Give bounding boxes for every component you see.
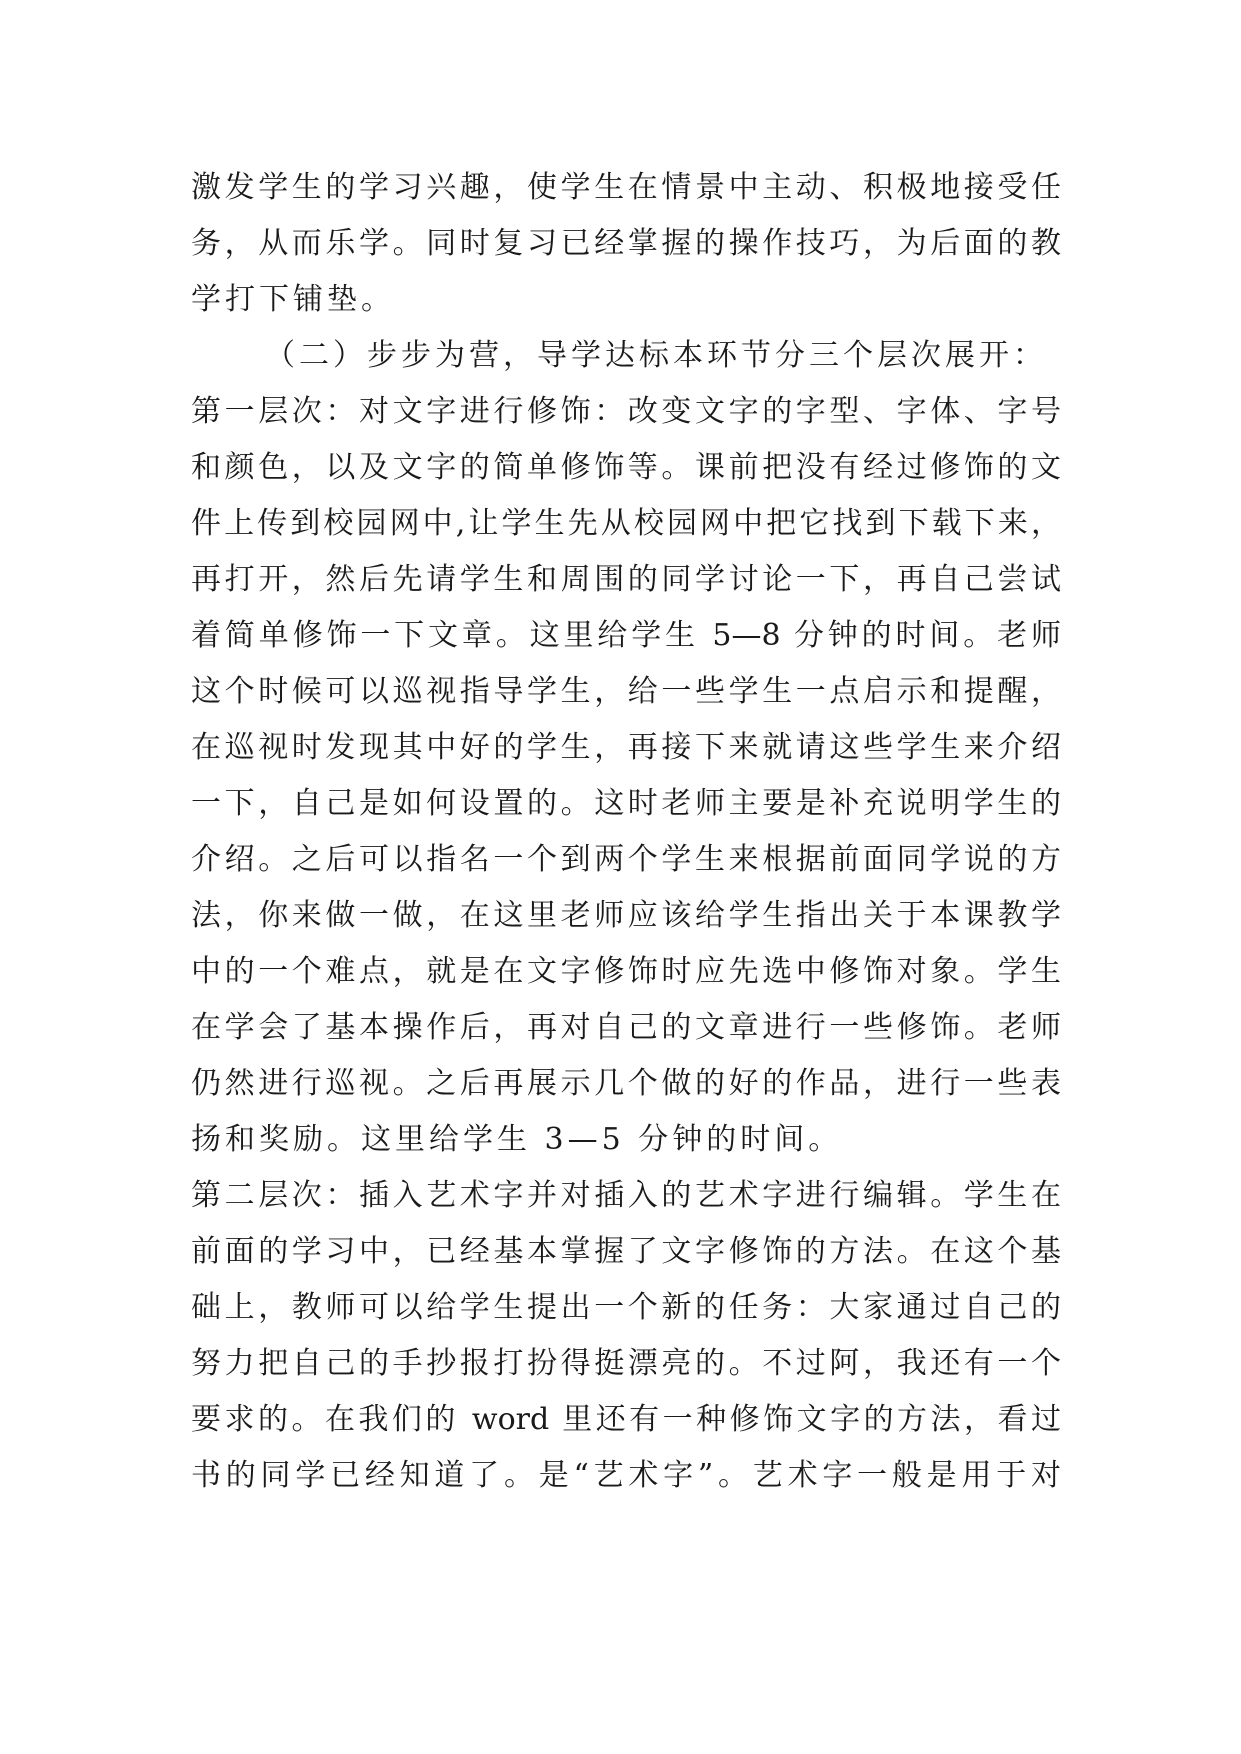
text-line: 介绍。之后可以指名一个到两个学生来根据前面同学说的方 xyxy=(191,842,1061,877)
text-line: 这个时候可以巡视指导学生，给一些学生一点启示和提醒， xyxy=(191,674,1061,709)
text-line: 第二层次：插入艺术字并对插入的艺术字进行编辑。学生在 xyxy=(191,1178,1061,1213)
text-line: 要求的。在我们的 word 里还有一种修饰文字的方法，看过 xyxy=(191,1402,1061,1437)
text-line: 础上，教师可以给学生提出一个新的任务：大家通过自己的 xyxy=(191,1290,1061,1325)
text-line: 件上传到校园网中,让学生先从校园网中把它找到下载下来， xyxy=(191,506,1061,541)
text-line: 扬和奖励。这里给学生 3—5 分钟的时间。 xyxy=(191,1122,843,1157)
text-line: 法，你来做一做，在这里老师应该给学生指出关于本课教学 xyxy=(191,898,1061,933)
text-line: 中的一个难点，就是在文字修饰时应先选中修饰对象。学生 xyxy=(191,954,1061,989)
text-line: 在巡视时发现其中好的学生，再接下来就请这些学生来介绍 xyxy=(191,730,1061,765)
text-line: 再打开，然后先请学生和周围的同学讨论一下，再自己尝试 xyxy=(191,562,1061,597)
text-line: 在学会了基本操作后，再对自己的文章进行一些修饰。老师 xyxy=(191,1010,1061,1045)
text-line: 一下，自己是如何设置的。这时老师主要是补充说明学生的 xyxy=(191,786,1061,821)
text-line: 前面的学习中，已经基本掌握了文字修饰的方法。在这个基 xyxy=(191,1234,1061,1269)
section-heading: （二）步步为营，导学达标本环节分三个层次展开： xyxy=(265,338,1047,373)
text-line: 激发学生的学习兴趣，使学生在情景中主动、积极地接受任 xyxy=(191,170,1061,205)
text-line: 务，从而乐学。同时复习已经掌握的操作技巧，为后面的教 xyxy=(191,226,1061,261)
text-line: 书的同学已经知道了。是“艺术字”。艺术字一般是用于对 xyxy=(191,1458,1061,1493)
text-line: 第一层次：对文字进行修饰：改变文字的字型、字体、字号 xyxy=(191,394,1061,429)
text-line: 努力把自己的手抄报打扮得挺漂亮的。不过阿，我还有一个 xyxy=(191,1346,1061,1381)
text-line: 学打下铺垫。 xyxy=(191,282,395,317)
text-line: 和颜色，以及文字的简单修饰等。课前把没有经过修饰的文 xyxy=(191,450,1061,485)
body-text xyxy=(191,160,1061,1504)
text-line: 着简单修饰一下文章。这里给学生 5—8 分钟的时间。老师 xyxy=(191,618,1061,653)
text-line: 仍然进行巡视。之后再展示几个做的好的作品，进行一些表 xyxy=(191,1066,1061,1101)
